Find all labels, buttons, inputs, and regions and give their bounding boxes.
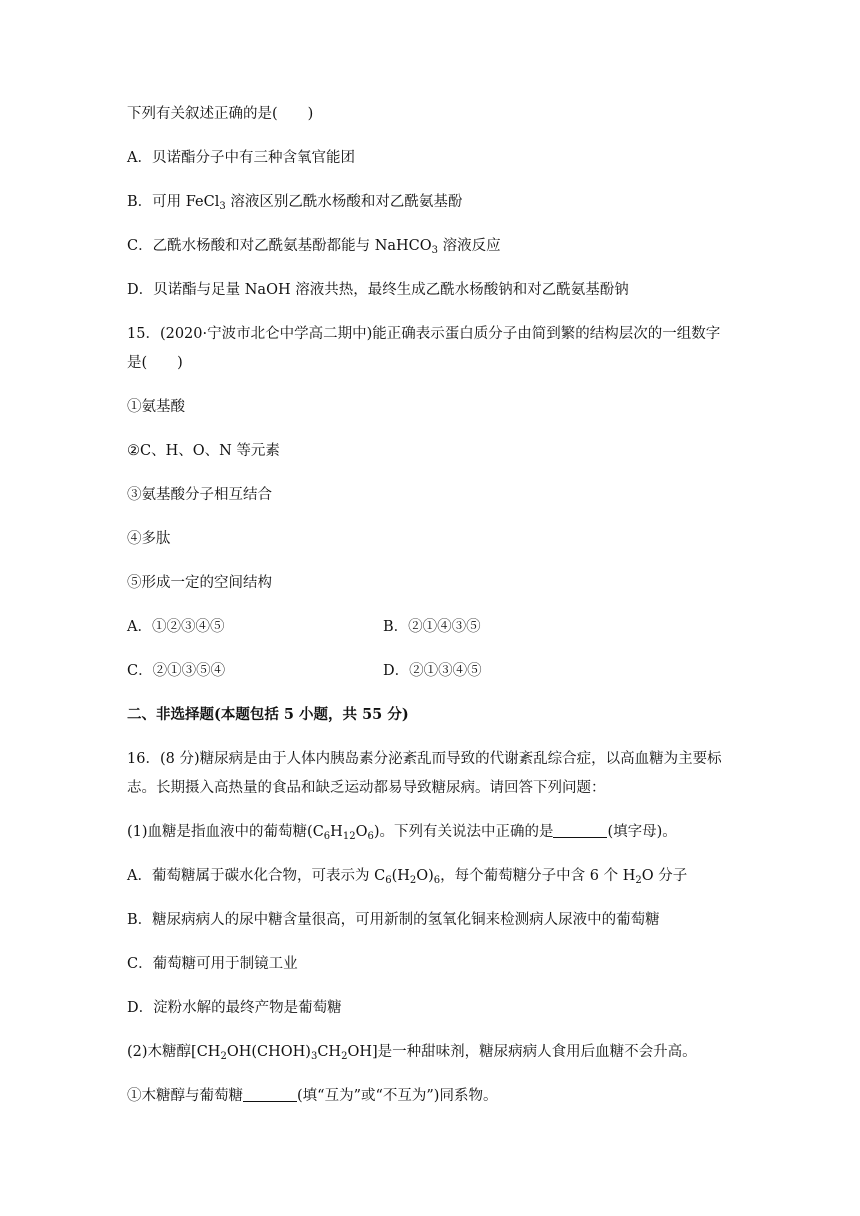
q16-option-b: B．糖尿病病人的尿中糖含量很高，可用新制的氢氧化铜来检测病人尿液中的葡萄糖 xyxy=(127,912,660,928)
q16-option-a: A．葡萄糖属于碳水化合物，可表示为 $C_6(H_2O)_6$，每个葡萄糖分子中含 6 个 $H_2O$ 分子 xyxy=(127,868,688,886)
q15-option-d: D．②①③④⑤ xyxy=(383,663,482,679)
answer-blank[interactable] xyxy=(243,1087,297,1102)
q15-item-4: ④多肽 xyxy=(127,531,171,547)
q16-part2: (2)木糖醇$[CH_2OH(CHOH)_3CH_2OH]$是一种甜味剂，糖尿病病人食用后血糖不会升高。 xyxy=(127,1044,697,1062)
q14-option-b: B．可用 FeCl$_3$ 溶液区别乙酰水杨酸和对乙酰氨基酚 xyxy=(127,194,463,212)
q15-item-5: ⑤形成一定的空间结构 xyxy=(127,575,272,591)
q14-option-c: C．乙酰水杨酸和对乙酰氨基酚都能与 NaHCO$_3$ 溶液反应 xyxy=(127,238,501,256)
q16-part1: (1)血糖是指血液中的葡萄糖$(C_6H_{12}O_6)$。下列有关说法中正确的是 (填字母)。 xyxy=(127,824,677,842)
q14-option-d: D．贝诺酯与足量 NaOH 溶液共热，最终生成乙酰水杨酸钠和对乙酰氨基酚钠 xyxy=(127,282,629,298)
q15-item-3: ③氨基酸分子相互结合 xyxy=(127,487,272,503)
section-heading: 二、非选择题(本题包括 5 小题，共 55 分) xyxy=(127,706,409,723)
answer-blank[interactable] xyxy=(553,823,607,838)
q14-stem: 下列有关叙述正确的是( ) xyxy=(127,106,314,122)
q16-option-d: D．淀粉水解的最终产物是葡萄糖 xyxy=(127,1000,342,1016)
q16-option-c: C．葡萄糖可用于制镜工业 xyxy=(127,956,298,972)
q16-stem-line2: 志。长期摄入高热量的食品和缺乏运动都易导致糖尿病。请回答下列问题： xyxy=(127,780,606,796)
q15-item-1: ①氨基酸 xyxy=(127,399,185,415)
q15-stem-line2: 是( ) xyxy=(127,355,183,371)
q15-option-b: B．②①④③⑤ xyxy=(383,619,481,635)
q15-stem-line1: 15．(2020·宁波市北仑中学高二期中)能正确表示蛋白质分子由简到繁的结构层次的一组数字 xyxy=(127,326,721,342)
q16-part2-sub1: ①木糖醇与葡萄糖 (填“互为”或“不互为”)同系物。 xyxy=(127,1088,498,1104)
q15-item-2: ②C、H、O、N 等元素 xyxy=(127,443,280,459)
q15-option-c: C．②①③⑤④ xyxy=(127,663,226,679)
q14-option-a: A．贝诺酯分子中有三种含氧官能团 xyxy=(127,150,355,166)
q15-option-a: A．①②③④⑤ xyxy=(127,619,225,635)
q16-stem-line1: 16．(8 分)糖尿病是由于人体内胰岛素分泌紊乱而导致的代谢紊乱综合症，以高血糖为主要标 xyxy=(127,751,722,767)
